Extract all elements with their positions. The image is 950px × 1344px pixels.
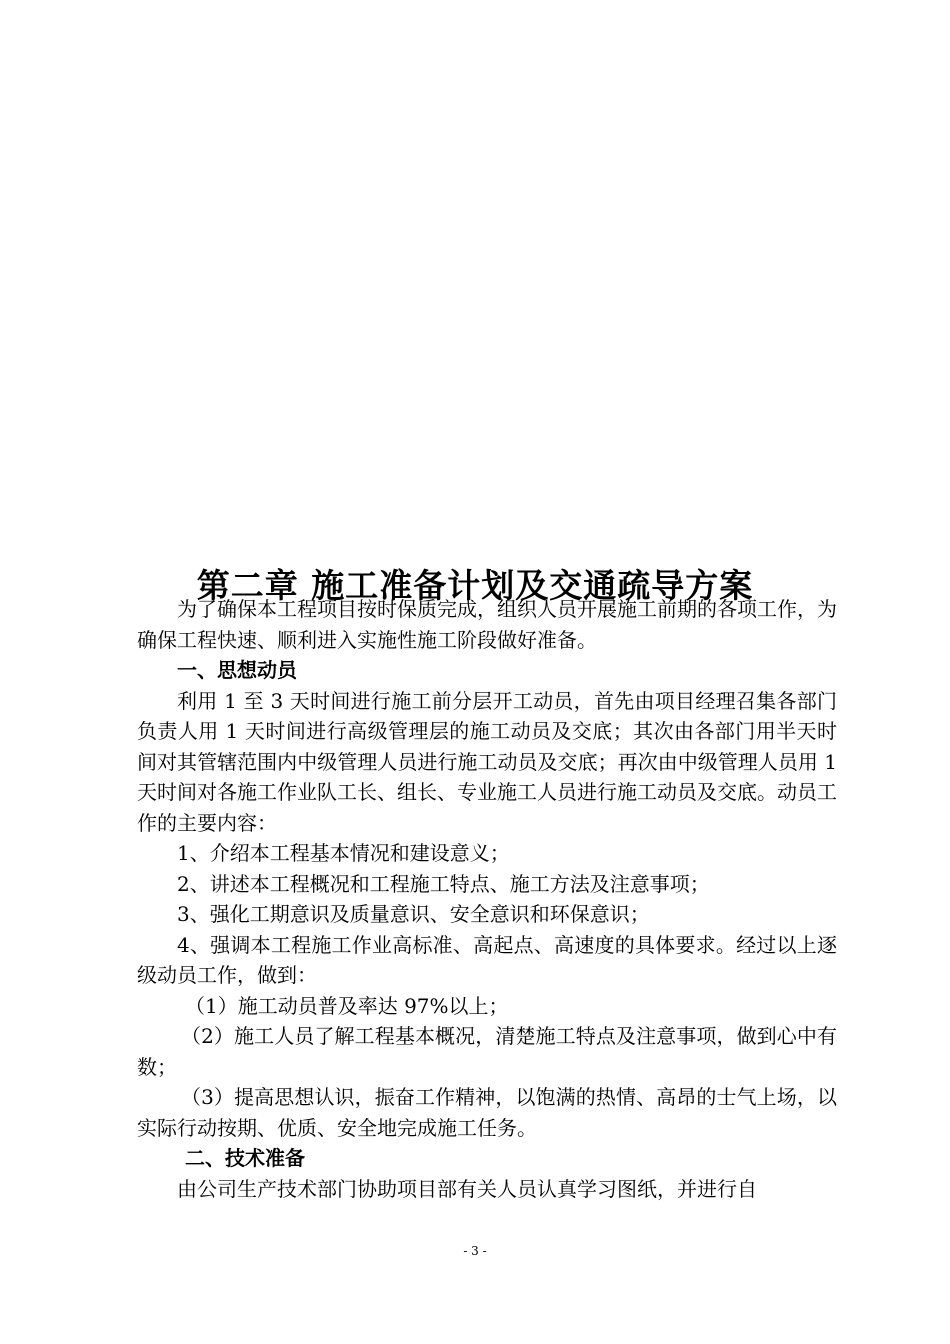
mobilization-paragraph: 利用 1 至 3 天时间进行施工前分层开工动员，首先由项目经理召集各部门负责人用 1 天时间进行高级管理层的施工动员及交底；其次由各部门用半天时间对其管辖范围内中级管理人员进行施工动员及交底；再次由中级管理人员用 1 天时间对各施工作业队工长、组长、专业施工人员进行施工动员及交底。动员工作的主要内容： xyxy=(137,688,837,835)
list-item: 4、强调本工程施工作业高标准、高起点、高速度的具体要求。经过以上逐级动员工作，做到： xyxy=(137,932,837,987)
chapter-title: 第二章 施工准备计划及交通疏导方案 xyxy=(196,566,754,606)
section-heading-mobilization: 一、思想动员 xyxy=(177,658,297,682)
list-item: 1、介绍本工程基本情况和建设意义； xyxy=(177,841,510,865)
page-number: - 3 - xyxy=(463,1244,487,1258)
intro-paragraph: 为了确保本工程项目按时保质完成，组织人员开展施工前期的各项工作，为确保工程快速、顺利进入实施性施工阶段做好准备。 xyxy=(137,597,837,652)
document-body xyxy=(137,594,837,1204)
sub-list-item: （2）施工人员了解工程基本概况，清楚施工特点及注意事项，做到心中有数； xyxy=(137,1024,837,1079)
list-item: 3、强化工期意识及质量意识、安全意识和环保意识； xyxy=(177,902,650,926)
section-heading-technical: 二、技术准备 xyxy=(185,1146,305,1170)
sub-list-item: （3）提高思想认识，振奋工作精神，以饱满的热情、高昂的士气上场，以实际行动按期、优质、安全地完成施工任务。 xyxy=(137,1085,837,1140)
sub-list-item: （1）施工动员普及率达 97%以上； xyxy=(185,993,509,1018)
technical-paragraph: 由公司生产技术部门协助项目部有关人员认真学习图纸，并进行自 xyxy=(177,1176,757,1201)
list-item: 2、讲述本工程概况和工程施工特点、施工方法及注意事项； xyxy=(177,871,710,896)
